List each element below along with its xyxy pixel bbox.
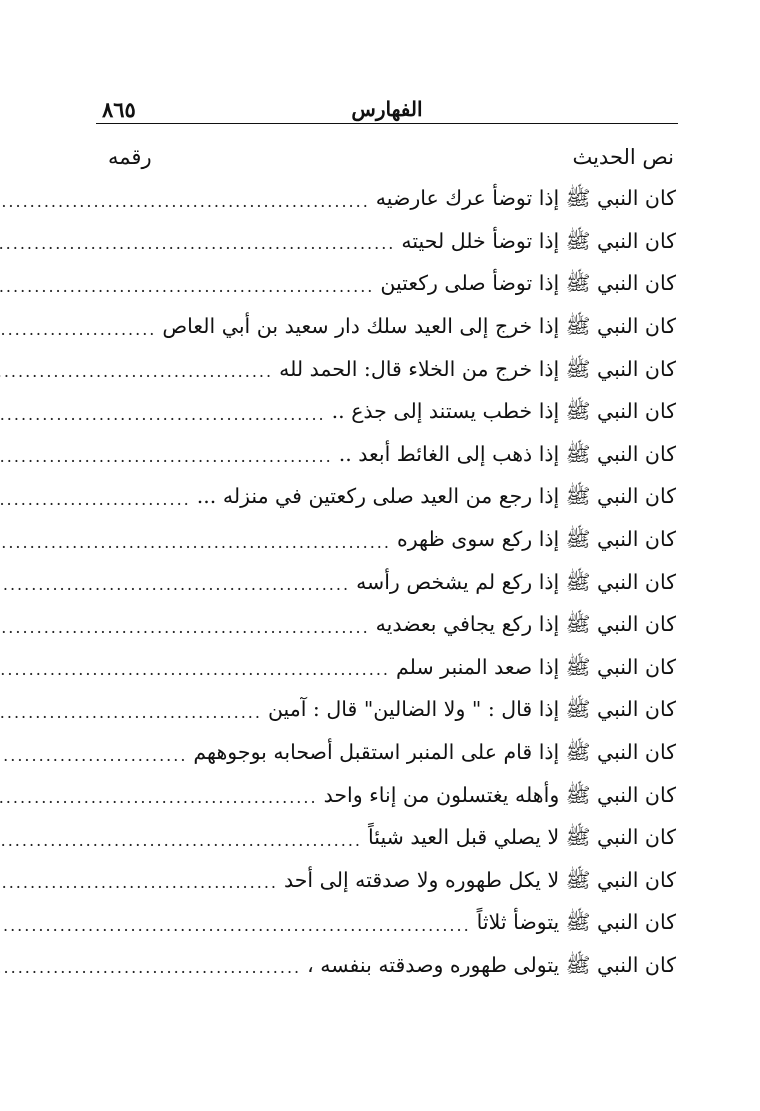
index-entry (96, 606, 678, 649)
index-page (96, 0, 678, 1111)
hadith-number-column-heading: رقمه (108, 145, 152, 169)
entry-text: كان النبي ﷺ يتوضأ ثلاثاً (476, 910, 676, 935)
entry-text: كان النبي ﷺ وأهله يغتسلون من إناء واحد (323, 782, 676, 807)
dot-leader (0, 703, 262, 722)
dot-leader (0, 533, 391, 552)
dot-leader (0, 618, 370, 637)
entry-text: كان النبي ﷺ إذا ركع لم يشخص رأسه (356, 569, 676, 594)
dot-leader (0, 958, 301, 977)
entry-text: كان النبي ﷺ إذا توضأ صلى ركعتين (380, 271, 676, 296)
dot-leader (0, 746, 187, 765)
entry-text: كان النبي ﷺ إذا خطب يستند إلى جذع .. (331, 399, 676, 424)
dot-leader (0, 234, 395, 253)
index-entry (96, 521, 678, 564)
dot-leader (0, 277, 374, 296)
index-entry (96, 691, 678, 734)
page-number: ٨٦٥ (102, 97, 136, 122)
entry-text: كان النبي ﷺ إذا صعد المنبر سلم (396, 654, 676, 679)
dot-leader (0, 916, 471, 935)
dot-leader (0, 660, 390, 679)
hadith-index-list (96, 180, 678, 989)
index-entry (96, 649, 678, 692)
entry-text: كان النبي ﷺ إذا ركع سوى ظهره (396, 527, 676, 552)
running-title: الفهارس (351, 97, 423, 121)
dot-leader (0, 362, 273, 381)
index-entry (96, 180, 678, 223)
entry-text: كان النبي ﷺ إذا توضأ خلل لحيته (401, 228, 676, 253)
index-entry (96, 308, 678, 351)
column-headers (96, 145, 678, 177)
index-entry (96, 904, 678, 947)
index-entry (96, 350, 678, 393)
entry-text: كان النبي ﷺ إذا ركع يجافي بعضديه (375, 612, 676, 637)
header-rule (96, 123, 678, 124)
entry-text: كان النبي ﷺ إذا خرج من الخلاء قال: الحمد لله (279, 356, 676, 381)
index-entry (96, 393, 678, 436)
dot-leader (0, 788, 318, 807)
index-entry (96, 478, 678, 521)
entry-text: كان النبي ﷺ يتولى طهوره وصدقته بنفسه ، (307, 952, 676, 977)
dot-leader (0, 320, 156, 339)
dot-leader (0, 447, 333, 466)
entry-text: كان النبي ﷺ إذا خرج إلى العيد سلك دار سعيد بن أبي العاص (162, 314, 676, 339)
dot-leader (0, 490, 191, 509)
dot-leader (0, 405, 326, 424)
index-entry (96, 947, 678, 990)
dot-leader (0, 575, 350, 594)
entry-text: كان النبي ﷺ إذا رجع من العيد صلى ركعتين في منزله ... (196, 484, 676, 509)
entry-text: كان النبي ﷺ إذا ذهب إلى الغائط أبعد .. (338, 441, 676, 466)
index-entry (96, 734, 678, 777)
index-entry (96, 223, 678, 266)
index-entry (96, 436, 678, 479)
entry-text: كان النبي ﷺ لا يصلي قبل العيد شيئاً (368, 825, 676, 850)
index-entry (96, 265, 678, 308)
entry-text: كان النبي ﷺ إذا قال : " ولا الضالين" قال : آمين (267, 697, 676, 722)
entry-text: كان النبي ﷺ إذا قام على المنبر استقبل أصحابه بوجوههم (193, 740, 676, 765)
hadith-text-column-heading: نص الحديث (572, 145, 674, 169)
index-entry (96, 862, 678, 905)
entry-text: كان النبي ﷺ لا يكل طهوره ولا صدقته إلى أحد (283, 867, 676, 892)
dot-leader (0, 831, 362, 850)
index-entry (96, 563, 678, 606)
dot-leader (0, 873, 278, 892)
index-entry (96, 819, 678, 862)
running-header (96, 97, 678, 125)
dot-leader (0, 192, 370, 211)
index-entry (96, 776, 678, 819)
entry-text: كان النبي ﷺ إذا توضأ عرك عارضيه (375, 186, 676, 211)
